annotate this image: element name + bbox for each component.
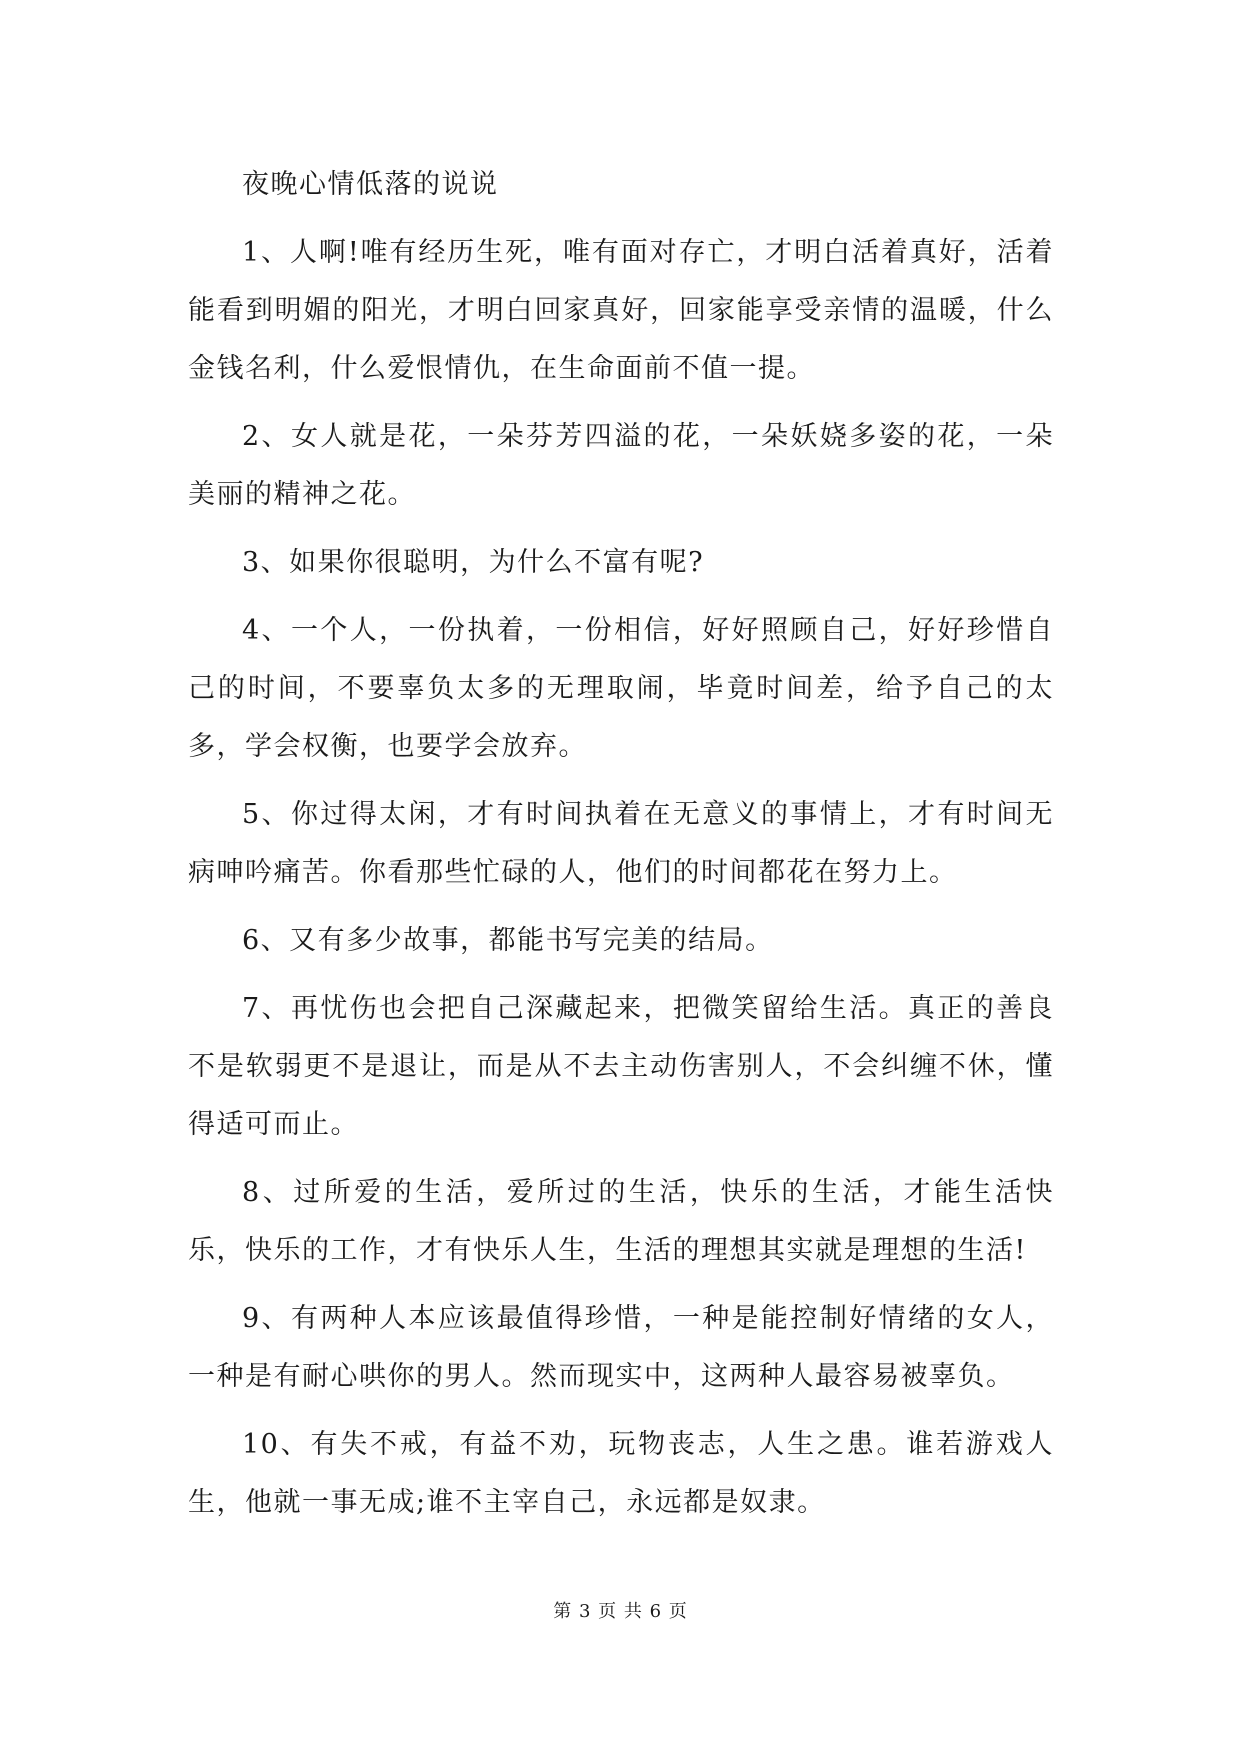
paragraph-7: 7、再忧伤也会把自己深藏起来，把微笑留给生活。真正的善良不是软弱更不是退让，而是从不去主动伤害别人，不会纠缠不休，懂得适可而止。	[188, 993, 1054, 1140]
paragraph-3: 3、如果你很聪明，为什么不富有呢?	[242, 547, 705, 578]
page-number-footer: 第 3 页 共 6 页	[553, 1601, 688, 1622]
paragraph-10: 10、有失不戒，有益不劝，玩物丧志，人生之患。谁若游戏人生，他就一事无成;谁不主宰自己，永远都是奴隶。	[188, 1429, 1054, 1518]
paragraph-6: 6、又有多少故事，都能书写完美的结局。	[242, 925, 774, 956]
paragraph-9: 9、有两种人本应该最值得珍惜，一种是能控制好情绪的女人，一种是有耐心哄你的男人。然而现实中，这两种人最容易被辜负。	[188, 1303, 1054, 1392]
document-title: 夜晚心情低落的说说	[242, 169, 499, 200]
paragraph-2: 2、女人就是花，一朵芬芳四溢的花，一朵妖娆多姿的花，一朵美丽的精神之花。	[188, 421, 1054, 510]
paragraph-8: 8、过所爱的生活，爱所过的生活，快乐的生活，才能生活快乐，快乐的工作，才有快乐人生，生活的理想其实就是理想的生活!	[188, 1177, 1054, 1266]
paragraph-4: 4、一个人，一份执着，一份相信，好好照顾自己，好好珍惜自己的时间，不要辜负太多的无理取闹，毕竟时间差，给予自己的太多，学会权衡，也要学会放弃。	[188, 615, 1054, 762]
paragraph-5: 5、你过得太闲，才有时间执着在无意义的事情上，才有时间无病呻吟痛苦。你看那些忙碌的人，他们的时间都花在努力上。	[188, 799, 1054, 888]
paragraph-1: 1、人啊!唯有经历生死，唯有面对存亡，才明白活着真好，活着能看到明媚的阳光，才明白回家真好，回家能享受亲情的温暖，什么金钱名利，什么爱恨情仇，在生命面前不值一提。	[188, 237, 1054, 384]
document-body	[188, 156, 1054, 1542]
